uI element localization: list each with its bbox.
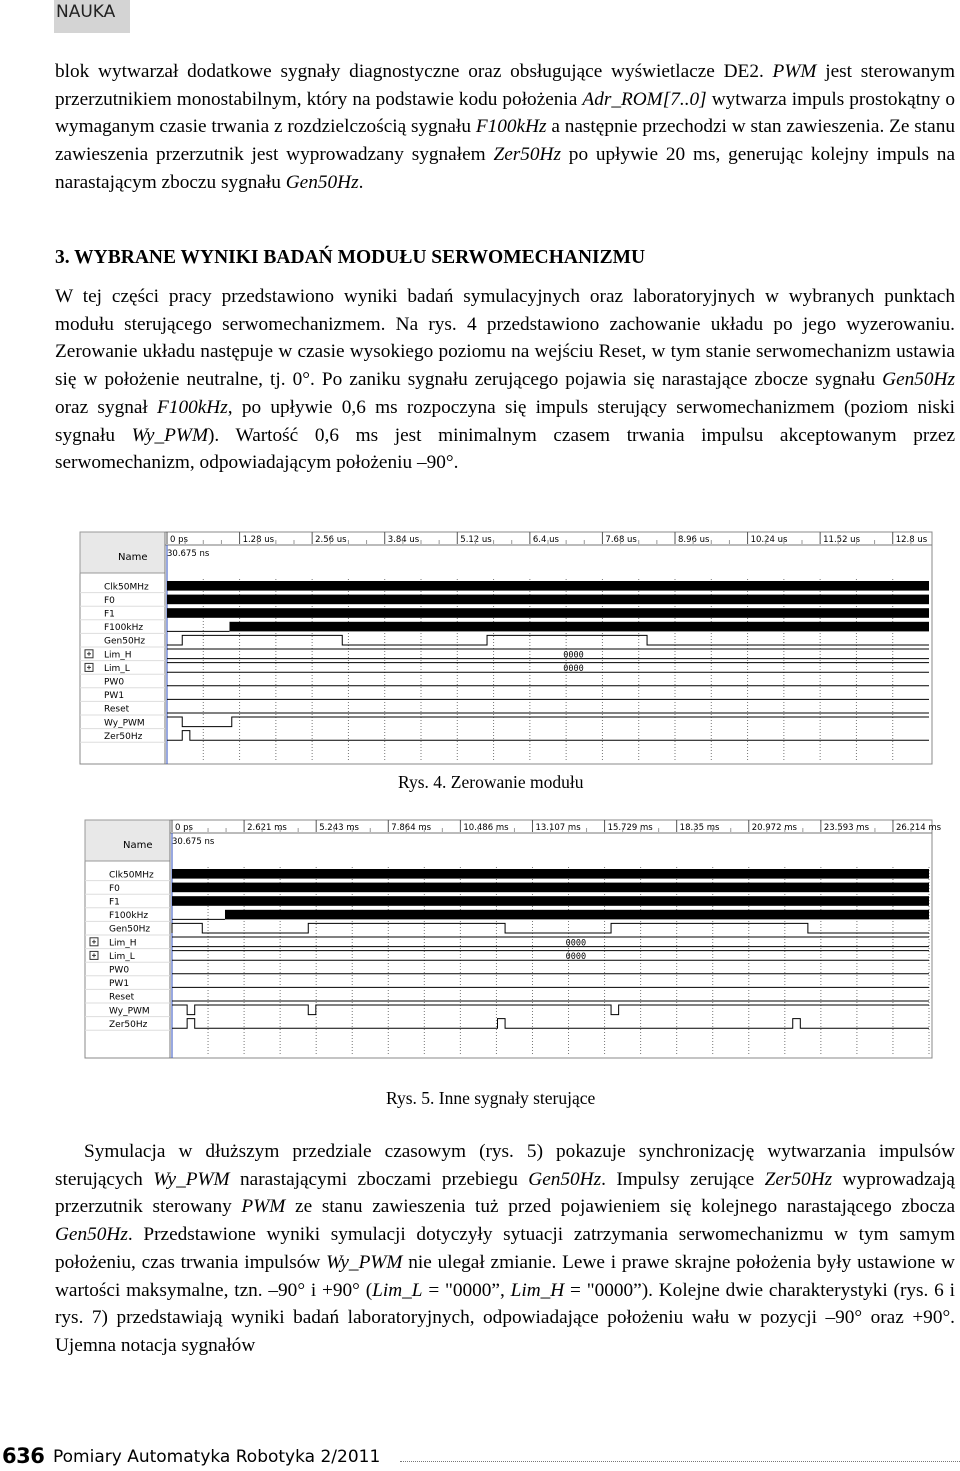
italic-term: Gen50Hz [882,369,955,391]
italic-term: Zer50Hz [493,144,561,166]
signal-name: F0 [109,883,120,894]
ruler-label: 8.96 us [678,535,710,545]
journal-title: Pomiary Automatyka Robotyka 2/2011 [53,1447,381,1467]
waveform-dense [167,595,929,605]
italic-term: Lim_H [510,1279,565,1301]
italic-term: Gen50Hz [285,171,359,193]
ruler-label: 1.28 us [242,535,275,545]
signal-name: F1 [104,609,115,620]
ruler-label: 2.56 us [315,535,347,545]
figure-frame [85,820,932,1058]
ruler-label: 7.68 us [605,535,637,545]
italic-term: Zer50Hz [764,1168,833,1190]
ruler-label: 13.107 ms [535,823,581,833]
italic-term: Adr_ROM[7..0] [582,88,707,110]
figure-5-caption: Rys. 5. Inne sygnały sterujące [386,1088,596,1108]
closing-paragraph [55,1138,955,1360]
waveform-dense [167,608,929,618]
signal-name: F0 [104,595,115,606]
ruler-label: 7.864 ms [391,823,432,833]
signal-name: PW0 [104,677,125,688]
ruler-label: 23.593 ms [823,823,870,833]
paragraph: W tej części pracy przedstawiono wyniki badań symulacyjnych oraz laboratoryjnych w wybranych punktach modułu sterującego serwomechanizmem. Na rys. 4 przedstawiono zachowanie układu po jego wyzerowaniu. Zerowanie układu następuje w czasie wysokiego poziomu na wejściu Reset, w tym stanie serwomechanizm ustawia się w położenie neutralne, tj. 0°. Po zaniku sygnału zerującego pojawia się narastające zbocze sygnału Gen50Hz oraz sygnał F100kHz, po upływie 0,6 ms rozpoczyna się impuls sterujący serwomechanizmem (poziom niski sygnału Wy_PWM). Wartość 0,6 ms jest minimalnym czasem trwania impulsu akceptowanym przez serwomechanizm, odpowiadającym położeniu –90°. [55,286,955,474]
ruler-label: 18.35 ms [679,823,720,833]
italic-term: Gen50Hz [55,1224,128,1246]
signal-name: PW1 [109,979,130,990]
signal-name: Gen50Hz [109,924,151,935]
paragraph: blok wytwarzał dodatkowe sygnały diagnostyczne oraz obsługujące wyświetlacze DE2. PWM jest sterowanym przerzutnikiem monostabilnym, który na podstawie kodu położenia Adr_ROM[7..0] wytwarza impuls prostokątny o wymaganym czasie trwania z rozdzielczością sygnału F100kHz a następnie przechodzi w stan zawieszenia. Ze stanu zawieszenia przerzutnik jest wyprowadzany sygnałem Zer50Hz po upływie 20 ms, generując kolejny impuls na narastającym zboczu sygnału Gen50Hz. [55,61,955,193]
waveform-dense [172,883,929,893]
page-footer [0,1444,960,1471]
italic-term: Wy_PWM [153,1168,230,1190]
ruler-label: 5.243 ms [319,823,359,833]
ruler-label: 2.621 ms [247,823,287,833]
signal-name: F100kHz [109,911,149,922]
signal-name: F1 [109,897,120,908]
bus-value: 0000 [565,951,587,962]
cursor-label: 30.675 ns [172,837,215,847]
signal-name: PW1 [104,691,125,702]
bus-value: 0000 [565,938,587,949]
ruler-label: 15.729 ms [607,823,653,833]
ruler-label: 0 ps [175,823,193,833]
italic-term: F100kHz [475,116,547,138]
ruler-label: 3.84 us [387,535,420,545]
signal-name: Zer50Hz [104,731,143,742]
signal-name: Clk50MHz [104,582,149,593]
italic-term: Gen50Hz [528,1168,602,1190]
italic-term: Lim_L [372,1279,423,1301]
signal-name: F100kHz [104,623,144,634]
waveform-dense [225,910,929,920]
signal-name: Reset [104,704,130,715]
signal-name: Clk50MHz [109,870,154,881]
name-header: Name [123,840,153,851]
waveform-dense [229,622,929,632]
signal-name: Gen50Hz [104,636,146,647]
signal-name: Zer50Hz [109,1019,148,1030]
figure-4-caption: Rys. 4. Zerowanie modułu [398,772,584,792]
italic-term: Wy_PWM [131,424,209,446]
section-body [55,283,955,477]
cursor-label: 30.675 ns [167,549,210,559]
waveform-dense [167,581,929,591]
ruler-label: 20.972 ms [751,823,797,833]
ruler-label: 5.12 us [460,535,492,545]
ruler-label: 11.52 us [823,535,861,545]
bus-value: 0000 [563,663,584,674]
signal-name: Lim_H [109,938,137,949]
intro-paragraph [55,58,955,197]
ruler-label: 10.486 ms [463,823,509,833]
section-tag: NAUKA [54,0,130,33]
signal-name: Reset [109,992,135,1003]
name-header: Name [118,552,148,563]
simulation-waveform-figure-4 [80,532,932,764]
waveform-dense [172,869,929,879]
paragraph: Symulacja w dłuższym przedziale czasowym (rys. 5) pokazuje synchronizację wytwarzania impulsów sterujących Wy_PWM narastającymi zboczami przebiegu Gen50Hz. Impulsy zerujące Zer50Hz wyprowadzają przerzutnik sterowany PWM ze stanu zawieszenia tuż przed pojawieniem się kolejnego narastającego zbocza Gen50Hz. Przedstawione wyniki symulacji dotyczyły sytuacji zatrzymania serwomechanizmu w tym samym położeniu, czas trwania impulsów Wy_PWM nie ulegał zmianie. Lewe i prawe skrajne położenia były ustawione w wartości maksymalne, tzn. –90° i +90° (Lim_L = "0000”, Lim_H = "0000”). Kolejne dwie charakterystyki (rys. 6 i rys. 7) przedstawiają wyniki badań laboratoryjnych, odpowiadające położeniu wału w pozycji –90° oraz +90°. Ujemna notacja sygnałów [55,1141,955,1356]
signal-name: Lim_L [109,951,135,962]
signal-name: Lim_H [104,650,132,661]
page-number: 636 [2,1444,45,1468]
signal-name: Lim_L [104,663,130,674]
italic-term: F100kHz [157,396,228,418]
bus-value: 0000 [563,650,584,661]
ruler-label: 0 ps [170,535,188,545]
ruler-label: 6.4 us [532,535,559,545]
italic-term: Wy_PWM [326,1251,403,1273]
footer-rule [400,1461,960,1462]
italic-term: PWM [772,61,817,82]
figure-frame [80,532,932,764]
signal-name: Wy_PWM [104,718,145,729]
simulation-waveform-figure-5 [85,820,942,1058]
waveform-dense [172,896,929,906]
signal-name: PW0 [109,965,130,976]
ruler-label: 26.214 ms [895,823,942,833]
ruler-label: 12.8 us [895,535,928,545]
ruler-label: 10.24 us [750,535,788,545]
signal-name: Wy_PWM [109,1006,150,1017]
section-heading: 3. WYBRANE WYNIKI BADAŃ MODUŁU SERWOMECHANIZMU [55,247,646,268]
italic-term: PWM [241,1196,286,1218]
